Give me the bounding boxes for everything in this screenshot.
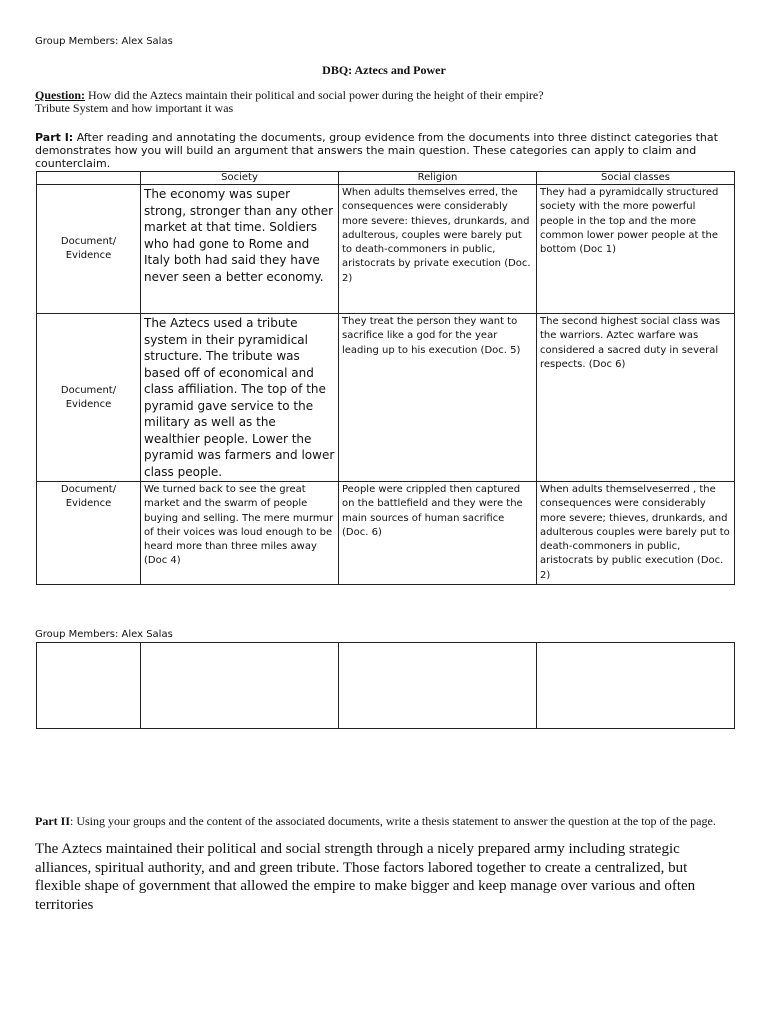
blank-cell[interactable]: [537, 643, 735, 729]
header-empty-cell: [37, 172, 141, 185]
cell-religion[interactable]: They treat the person they want to sacrifice like a god for the year leading up to his execution (Doc. 5): [339, 314, 537, 482]
table-row: [37, 185, 735, 314]
evidence-table: [36, 171, 735, 585]
cell-religion[interactable]: When adults themselves erred, the consequences were considerably more severe: thieves, drunkards, and adulterous, couples were barely put to death-commoners in public, aristocrats by private execution (Doc. 2): [339, 185, 537, 314]
group-members-footer: Group Members: Alex Salas: [35, 629, 173, 640]
question-label: Question:: [35, 88, 86, 102]
blank-cell[interactable]: [141, 643, 339, 729]
row-label: Document/ Evidence: [37, 482, 141, 585]
part2-label: Part II: [35, 814, 70, 828]
table-row: [37, 314, 735, 482]
document-title: DBQ: Aztecs and Power: [322, 63, 446, 77]
cell-religion[interactable]: People were crippled then captured on the battlefield and they were the main sources of human sacrifice (Doc. 6): [339, 482, 537, 585]
question-block: [35, 89, 735, 115]
cell-society[interactable]: The Aztecs used a tribute system in their pyramidical structure. The tribute was based off of economical and class affiliation. The top of the pyramid gave service to the military as well as the wealthier people. Lower the pyramid was farmers and lower class people.: [141, 314, 339, 482]
part2-text: : Using your groups and the content of the associated documents, write a thesis statement to answer the question at the top of the page.: [70, 814, 716, 828]
cell-social-classes[interactable]: When adults themselveserred , the consequences were considerably more severe; thieves, drunkards, and adulterous couples were barely put to death-commoners in public, aristocrats by public execution (Doc. 2): [537, 482, 735, 585]
cell-social-classes[interactable]: The second highest social class was the warriors. Aztec warfare was considered a sacred duty in several respects. (Doc 6): [537, 314, 735, 482]
cell-social-classes[interactable]: They had a pyramidcally structured society with the more powerful people in the top and the more common lower power people at the bottom (Doc 1): [537, 185, 735, 314]
part1-instructions: [35, 131, 735, 170]
table-row: [37, 643, 735, 729]
part1-text: After reading and annotating the documents, group evidence from the documents into three distinct categories that demonstrates how you will build an argument that answers the main question. These categories can apply to claim and counterclaim.: [35, 131, 718, 170]
group-members-header: Group Members: Alex Salas: [35, 36, 173, 47]
row-label: Document/ Evidence: [37, 314, 141, 482]
blank-table: [36, 642, 735, 729]
part2-instructions: [35, 814, 735, 829]
header-religion: Religion: [339, 172, 537, 185]
question-text: How did the Aztecs maintain their political and social power during the height of their empire?: [85, 88, 544, 102]
question-answer: Tribute System and how important it was: [35, 101, 234, 115]
cell-society[interactable]: The economy was super strong, stronger than any other market at that time. Soldiers who had gone to Rome and Italy both had said they have never seen a better economy.: [141, 185, 339, 314]
row-label: Document/ Evidence: [37, 185, 141, 314]
header-social-classes: Social classes: [537, 172, 735, 185]
table-header-row: [37, 172, 735, 185]
table-row: [37, 482, 735, 585]
thesis-statement[interactable]: The Aztecs maintained their political and social strength through a nicely prepared army including strategic alliances, spiritual authority, and and green tribute. Those factors labored together to create a centralized, but flexible shape of government that allowed the empire to make bigger and keep manage over various and often territories: [35, 841, 696, 913]
part1-label: Part I:: [35, 131, 74, 144]
blank-cell[interactable]: [339, 643, 537, 729]
blank-cell[interactable]: [37, 643, 141, 729]
cell-society[interactable]: We turned back to see the great market and the swarm of people buying and selling. The mere murmur of their voices was loud enough to be heard more than three miles away (Doc 4): [141, 482, 339, 585]
header-society: Society: [141, 172, 339, 185]
